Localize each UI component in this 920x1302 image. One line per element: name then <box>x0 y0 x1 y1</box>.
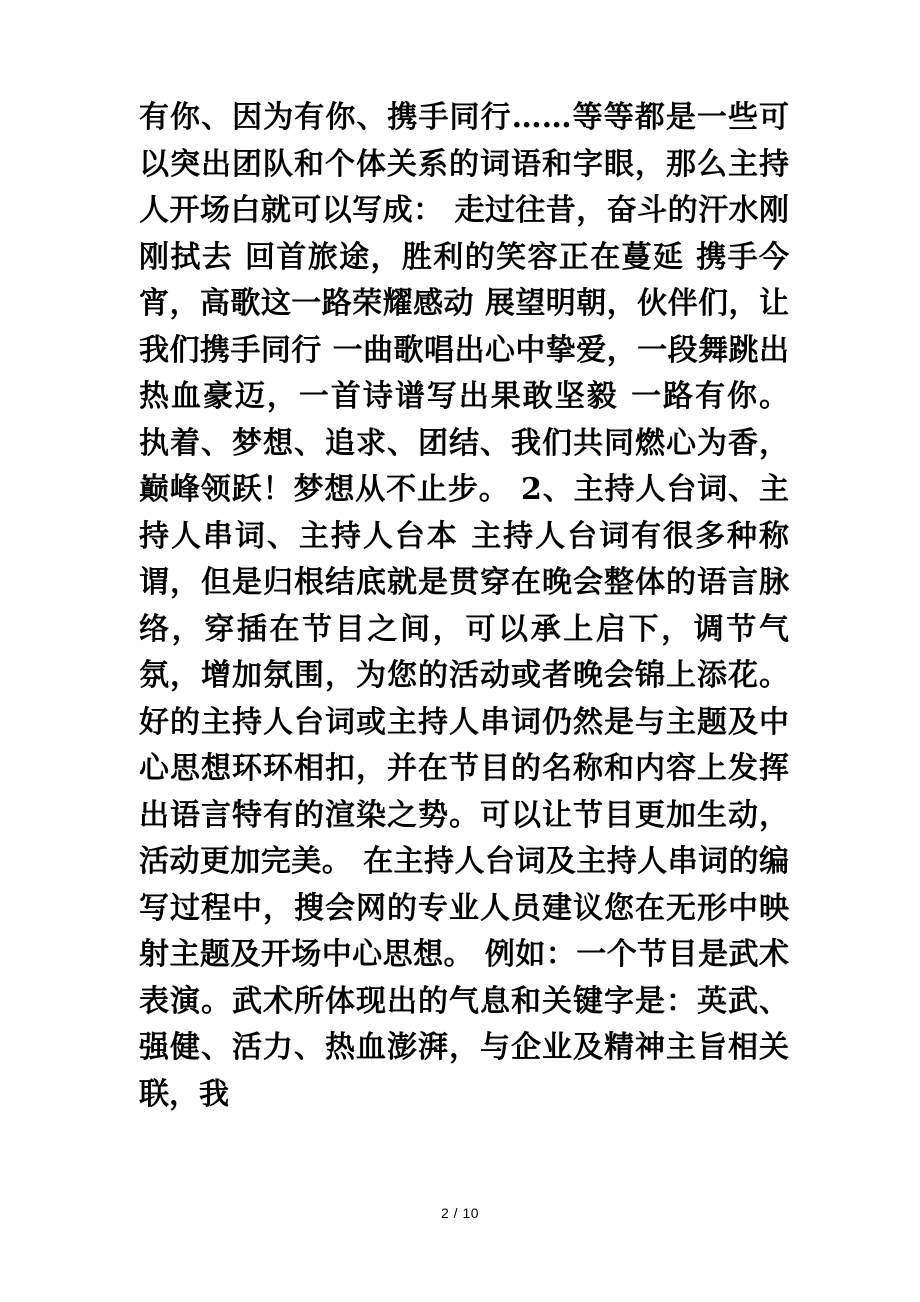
body-paragraph: 有你、因为有你、携手同行……等等都是一些可以突出团队和个体关系的词语和字眼，那么主持人开场白就可以写成： 走过往昔，奋斗的汗水刚刚拭去 回首旅途，胜利的笑容正在蔓延 携手今宵，高歌这一路荣耀感动 展望明朝，伙伴们，让我们携手同行 一曲歌唱出心中挚爱，一段舞跳出热血豪迈，一首诗谱写出果敢坚毅 一路有你。 执着、梦想、追求、团结、我们共同燃心为香，巅峰领跃！梦想从不止步。 2、主持人台词、主持人串词、主持人台本 主持人台词有很多种称谓，但是归根结底就是贯穿在晚会整体的语言脉络，穿插在节目之间，可以承上启下，调节气氛，增加氛围，为您的活动或者晚会锦上添花。好的主持人台词或主持人串词仍然是与主题及中心思想环环相扣，并在节目的名称和内容上发挥出语言特有的渲染之势。可以让节目更加生动，活动更加完美。 在主持人台词及主持人串词的编写过程中，搜会网的专业人员建议您在无形中映射主题及开场中心思想。 例如：一个节目是武术表演。武术所体现出的气息和关键字是：英武、强健、活力、热血澎湃，与企业及精神主旨相关联，我 <box>139 100 789 1112</box>
page-number: 2 / 10 <box>440 1205 480 1221</box>
